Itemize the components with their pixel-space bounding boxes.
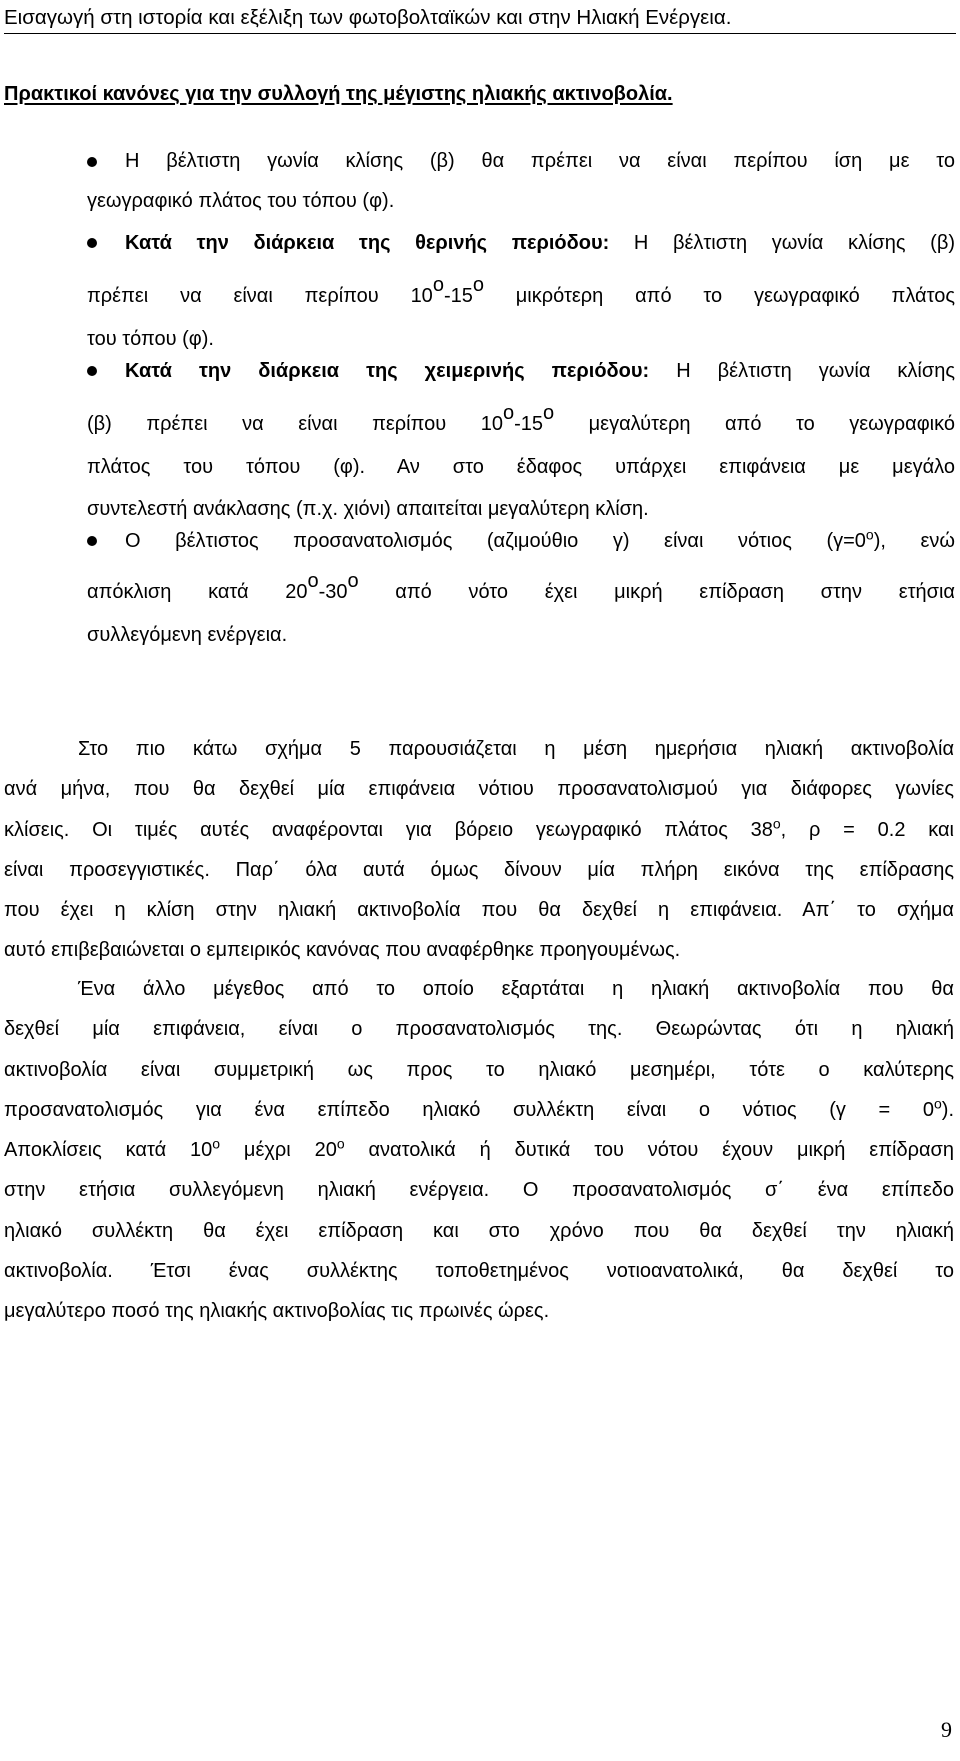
paragraph-line (4, 810, 954, 850)
paragraph-line: αυτό επιβεβαιώνεται ο εμπειρικός κανόνας που αναφέρθηκε προηγουμένως. (4, 939, 681, 962)
rule-line (87, 276, 955, 322)
bullet-icon (87, 238, 97, 248)
rule-text: πρέπει να είναι περίπου 10 (87, 285, 433, 307)
rule-text: μικρότερη από το γεωγραφικό πλάτος (483, 285, 955, 307)
degree-mark: o (933, 1095, 942, 1112)
paragraph-text: Αποκλίσεις κατά 10 (4, 1139, 213, 1162)
paragraph-orientation (4, 969, 954, 1332)
degree-mark: ο (432, 274, 444, 296)
degree-mark: ο (502, 402, 515, 424)
degree-mark: ο (307, 570, 319, 592)
rule-text: από νότο έχει μικρή επίδραση στην ετήσια (358, 581, 955, 603)
rule-text: ), ενώ (873, 530, 955, 552)
paragraph-line: ηλιακό συλλέκτη θα έχει επίδραση και στο χρόνο που θα δεχθεί την ηλιακή (4, 1219, 954, 1242)
paragraph-line: στην ετήσια συλλεγόμενη ηλιακή ενέργεια. Ο προσανατολισμός σ΄ ένα επίπεδο (4, 1179, 954, 1202)
paragraph-line: ακτινοβολία. Έτσι ένας συλλέκτης τοποθετημένος νοτιοανατολικά, θα δεχθεί το (4, 1260, 954, 1283)
rule-text: μεγαλύτερη από το γεωγραφικό (554, 413, 955, 435)
rule-item (87, 524, 955, 658)
paragraph-text: , ρ = 0.2 και (780, 818, 954, 841)
paragraph-line: μεγαλύτερο ποσό της ηλιακής ακτινοβολίας τις πρωινές ώρες. (4, 1300, 550, 1323)
paragraph-line: που έχει η κλίση στην ηλιακή ακτινοβολία που θα δεχθεί η επιφάνεια. Απ΄ το σχήμα (4, 899, 954, 922)
rule-text: -15 (443, 285, 473, 307)
rule-text: -15 (514, 413, 544, 435)
paragraph-line: Στο πιο κάτω σχήμα 5 παρουσιάζεται η μέση ημερήσια ηλιακή ακτινοβολία (78, 738, 954, 760)
paragraph-line: δεχθεί μία επιφάνεια, είναι ο προσανατολισμός της. Θεωρώντας ότι η ηλιακή (4, 1018, 954, 1041)
rule-line: του τόπου (φ). (87, 328, 214, 350)
rule-line (125, 524, 955, 572)
paragraph-text: προσανατολισμός για ένα επίπεδο ηλιακό συλλέκτη είναι ο νότιος (γ = 0 (4, 1098, 934, 1121)
rule-bold-lead: Κατά την διάρκεια της θερινής περιόδου: (125, 232, 610, 254)
degree-mark: ο (472, 274, 484, 296)
paragraph-line (4, 1130, 954, 1170)
rule-text: (β) πρέπει να είναι περίπου 10 (87, 413, 503, 435)
rule-line: συντελεστή ανάκλασης (π.χ. χιόνι) απαιτείται μεγαλύτερη κλίση. (87, 498, 649, 520)
degree-mark: ο (543, 402, 555, 424)
degree-mark: o (212, 1135, 221, 1152)
section-heading-text: Πρακτικοί κανόνες για την συλλογή της μέγιστης ηλιακής ακτινοβολία. (4, 83, 673, 105)
degree-mark: ο (865, 526, 874, 543)
paragraph-text: κλίσεις. Οι τιμές αυτές αναφέρονται για βόρειο γεωγραφικό πλάτος 38 (4, 818, 773, 841)
paragraph-text: ανατολικά ή δυτικά του νότου έχουν μικρή επίδραση (344, 1139, 954, 1162)
degree-mark: o (772, 814, 781, 831)
rule-item (87, 354, 955, 532)
paragraph-line (4, 1090, 954, 1130)
rule-line: γεωγραφικό πλάτος του τόπου (φ). (87, 190, 395, 212)
bullet-icon (87, 157, 97, 167)
rule-text: Ο βέλτιστος προσανατολισμός (αζιμούθιο γ) είναι νότιος (γ=0 (125, 530, 866, 552)
rule-line: συλλεγόμενη ενέργεια. (87, 624, 288, 646)
rule-text: Η βέλτιστη γωνία κλίσης (649, 360, 955, 382)
paragraph-text: ). (941, 1098, 954, 1121)
degree-mark: o (336, 1135, 345, 1152)
paragraph-line: ανά μήνα, που θα δεχθεί μία επιφάνεια νότιου προσανατολισμού για διάφορες γωνίες (4, 778, 954, 801)
paragraph-line: ακτινοβολία είναι συμμετρική ως προς το ηλιακό μεσημέρι, τότε ο καλύτερης (4, 1058, 954, 1081)
rule-item (87, 144, 955, 224)
paragraph-line: είναι προσεγγιστικές. Παρ΄ όλα αυτά όμως δίνουν μία πλήρη εικόνα της επίδρασης (4, 858, 954, 881)
rule-text: -30 (318, 581, 348, 603)
rule-line (87, 404, 955, 450)
paragraph-line: Ένα άλλο μέγεθος από το οποίο εξαρτάται η ηλιακή ακτινοβολία που θα (78, 978, 954, 1000)
section-heading (4, 80, 673, 108)
bullet-icon (87, 536, 97, 546)
rule-line (125, 226, 955, 276)
rule-line: Η βέλτιστη γωνία κλίσης (β) θα πρέπει να είναι περίπου ίση με το (125, 150, 955, 172)
paragraph-figure-5 (4, 729, 954, 971)
rule-text: απόκλιση κατά 20 (87, 581, 308, 603)
degree-mark: ο (347, 570, 359, 592)
rule-line (125, 354, 955, 404)
rule-bold-lead: Κατά την διάρκεια της χειμερινής περιόδου: (125, 360, 650, 382)
page-number: 9 (941, 1717, 952, 1742)
rule-line (87, 572, 955, 618)
paragraph-text: μέχρι 20 (220, 1139, 337, 1162)
document-header-title: Εισαγωγή στη ιστορία και εξέλιξη των φωτοβολταϊκών και στην Ηλιακή Ενέργεια. (4, 4, 956, 34)
bullet-icon (87, 366, 97, 376)
rule-text: Η βέλτιστη γωνία κλίσης (β) (609, 232, 955, 254)
rule-line: πλάτος του τόπου (φ). Αν στο έδαφος υπάρχει επιφάνεια με μεγάλο (87, 456, 955, 478)
rule-item (87, 226, 955, 362)
